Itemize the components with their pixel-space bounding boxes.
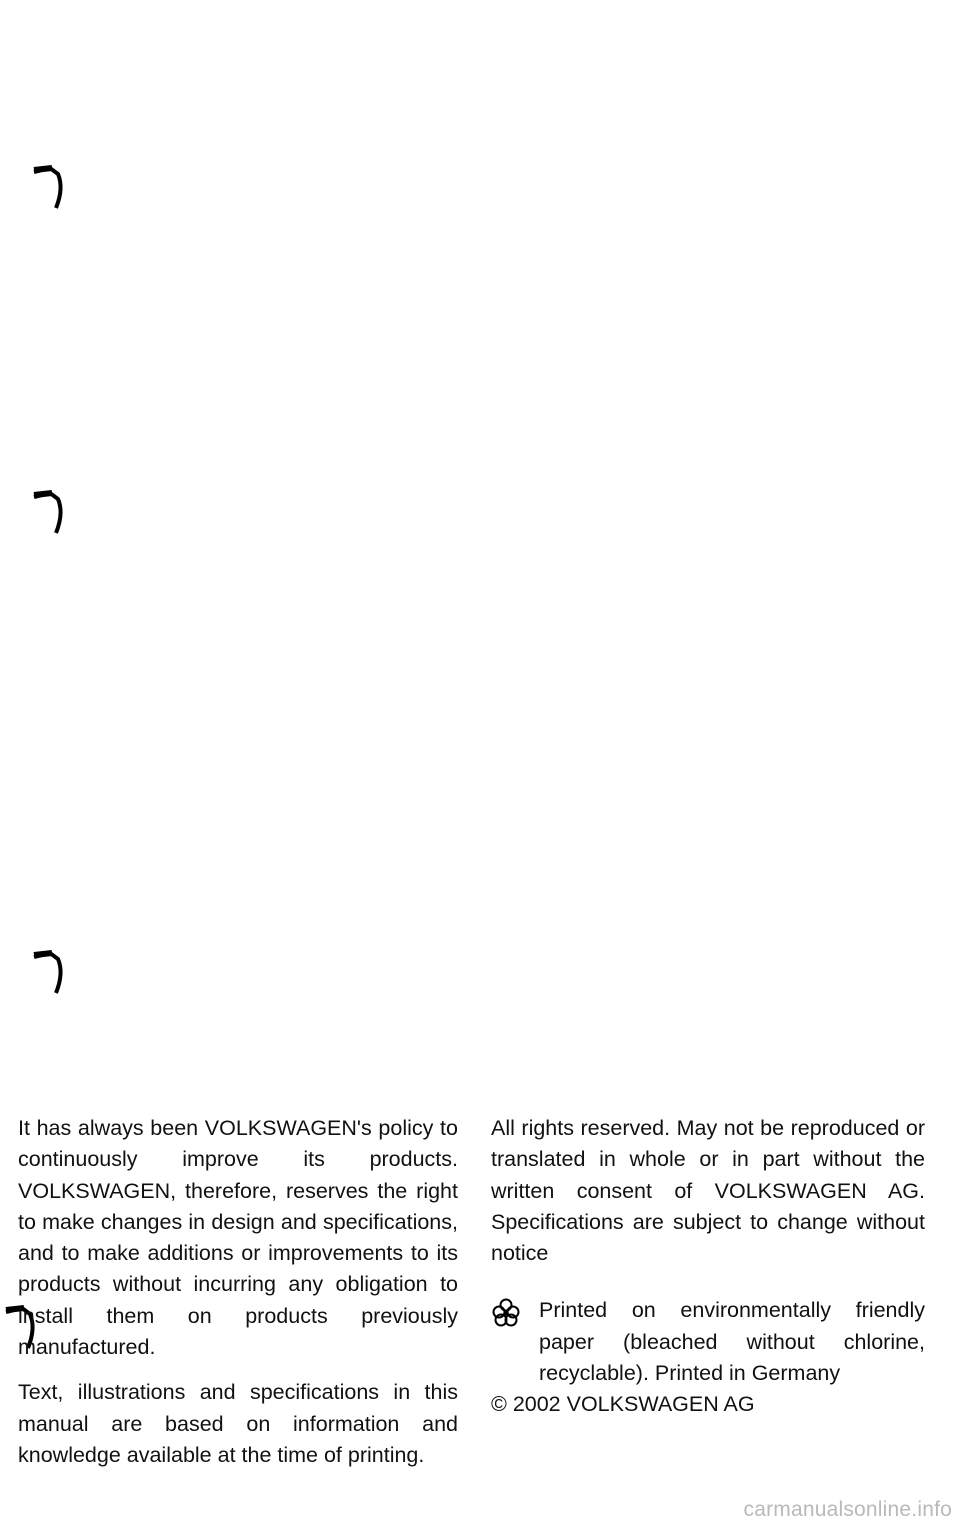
left-text-column [18,1113,458,1471]
printing-info-paragraph: Text, illustrations and specifications in this manual are based on information and knowledge available at the time of printing. [18,1380,458,1467]
environment-note [491,1295,925,1389]
binding-mark-icon [32,945,68,1005]
policy-paragraph: It has always been VOLKSWAGEN's policy to continuously improve its products. VOLKSWAGEN, therefore, reserves the right to make changes in design and specifications, and to make additions or improvements to its products without incurring any obligation to install them on products previously manufactured. [18,1116,458,1360]
environment-paragraph: Printed on environmentally friendly paper (bleached without chlorine, recyclable). Printed in Germany [539,1298,925,1386]
binding-mark-icon [32,160,68,220]
copyright-notice: © 2002 VOLKSWAGEN AG [491,1392,755,1417]
flower-icon [491,1297,521,1327]
binding-mark-icon [32,485,68,545]
right-text-column [491,1113,925,1421]
rights-paragraph: All rights reserved. May not be reproduced or translated in whole or in part without the written consent of VOLKSWAGEN AG. Specifications are subject to change without notice [491,1116,925,1266]
watermark-text: carmanualsonline.info [743,1498,952,1521]
